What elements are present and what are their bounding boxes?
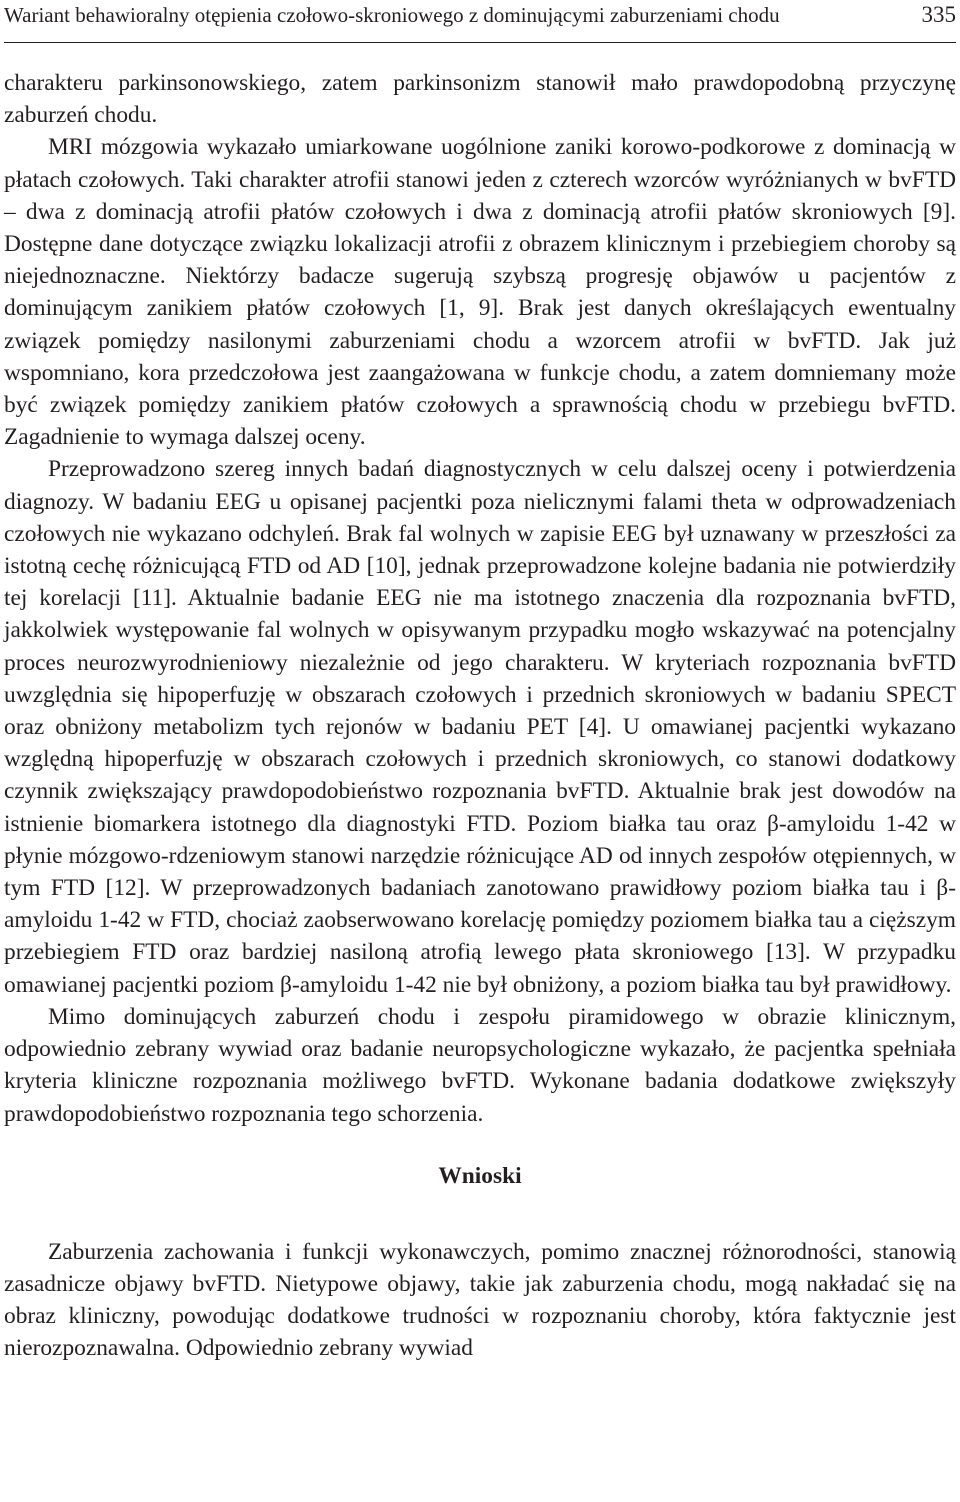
running-head-title: Wariant behawioralny otępienia czołowo-skroniowego z dominującymi zaburzeniami chodu bbox=[4, 3, 780, 27]
paragraph-continued: charakteru parkinsonowskiego, zatem parkinsonizm stanowił mało prawdopodobną przyczynę zaburzeń chodu. bbox=[4, 70, 956, 129]
paragraph-conclusions: Zaburzenia zachowania i funkcji wykonawczych, pomimo znacznej różnorodności, stanowią zasadnicze objawy bvFTD. Nietypowe objawy, takie jak zaburzenia chodu, mogą nakładać się na obraz kliniczny, powodując dodatkowe trudności w rozpoznaniu choroby, która faktycznie jest nierozpoznawalna. Odpowiednio zebrany wywiad bbox=[4, 1238, 956, 1362]
body-text bbox=[4, 67, 956, 1365]
paragraph-diagnostics: Przeprowadzono szereg innych badań diagnostycznych w celu dalszej oceny i potwierdzenia diagnozy. W badaniu EEG u opisanej pacjentki poza nielicznymi falami theta w odprowadzeniach czołowych nie wykazano odchyleń. Brak fal wolnych w zapisie EEG był uznawany w przeszłości za istotną cechę różnicującą FTD od AD [10], jednak przeprowadzone kolejne badania nie potwierdziły tej korelacji [11]. Aktualnie badanie EEG nie ma istotnego znaczenia dla rozpoznania bvFTD, jakkolwiek występowanie fal wolnych w opisywanym przypadku mogło wskazywać na potencjalny proces neurozwyrodnieniowy niezależnie od jego charakteru. W kryteriach rozpoznania bvFTD uwzględnia się hipoperfuzję w obszarach czołowych i przednich skroniowych w badaniu SPECT oraz obniżony metabolizm tych rejonów w badaniu PET [4]. U omawianej pacjentki wykazano względną hipoperfuzję w obszarach czołowych i przednich skroniowych, co stanowi dodatkowy czynnik zwiększający prawdopodobieństwo rozpoznania bvFTD. Aktualnie brak jest dowodów na istnienie biomarkera istotnego dla diagnostyki FTD. Poziom białka tau oraz β-amyloidu 1-42 w płynie mózgowo-rdzeniowym stanowi narzędzie różnicujące AD od innych zespołów otępiennych, w tym FTD [12]. W przeprowadzonych badaniach zanotowano prawidłowy poziom białka tau i β-amyloidu 1-42 w FTD, chociaż zaobserwowano korelację pomiędzy poziomem białka tau a cięższym przebiegiem FTD oraz bardziej nasiloną atrofią lewego płata skroniowego [13]. W przypadku omawianej pacjentki poziom β-amyloidu 1-42 nie był obniżony, a poziom białka tau był prawidłowy. bbox=[4, 456, 956, 998]
section-heading-wnioski: Wnioski bbox=[438, 1162, 522, 1189]
running-head bbox=[4, 0, 956, 30]
page-number: 335 bbox=[921, 2, 956, 27]
paragraph-mri: MRI mózgowia wykazało umiarkowane uogólnione zaniki korowo-podkorowe z dominacją w płatach czołowych. Taki charakter atrofii stanowi jeden z czterech wzorców wyróżnianych w bvFTD – dwa z dominacją atrofii płatów czołowych i dwa z dominacją atrofii płatów skroniowych [9]. Dostępne dane dotyczące związku lokalizacji atrofii z obrazem klinicznym i przebiegiem choroby są niejednoznaczne. Niektórzy badacze sugerują szybszą progresję objawów u pacjentów z dominującym zanikiem płatów czołowych [1, 9]. Brak jest danych określających ewentualny związek pomiędzy nasilonymi zaburzeniami chodu a wzorcem atrofii w bvFTD. Jak już wspomniano, kora przedczołowa jest zaangażowana w funkcje chodu, a zatem domniemany może być związek pomiędzy zanikiem płatów czołowych a sprawnością chodu w przebiegu bvFTD. Zagadnienie to wymaga dalszej oceny. bbox=[4, 134, 956, 451]
paragraph-summary: Mimo dominujących zaburzeń chodu i zespołu piramidowego w obrazie klinicznym, odpowiednio zebrany wywiad oraz badanie neuropsychologiczne wykazało, że pacjentka spełniała kryteria kliniczne rozpoznania możliwego bvFTD. Wykonane badania dodatkowe zwiększyły prawdopodobieństwo rozpoznania tego schorzenia. bbox=[4, 1003, 956, 1127]
header-rule bbox=[4, 42, 956, 43]
